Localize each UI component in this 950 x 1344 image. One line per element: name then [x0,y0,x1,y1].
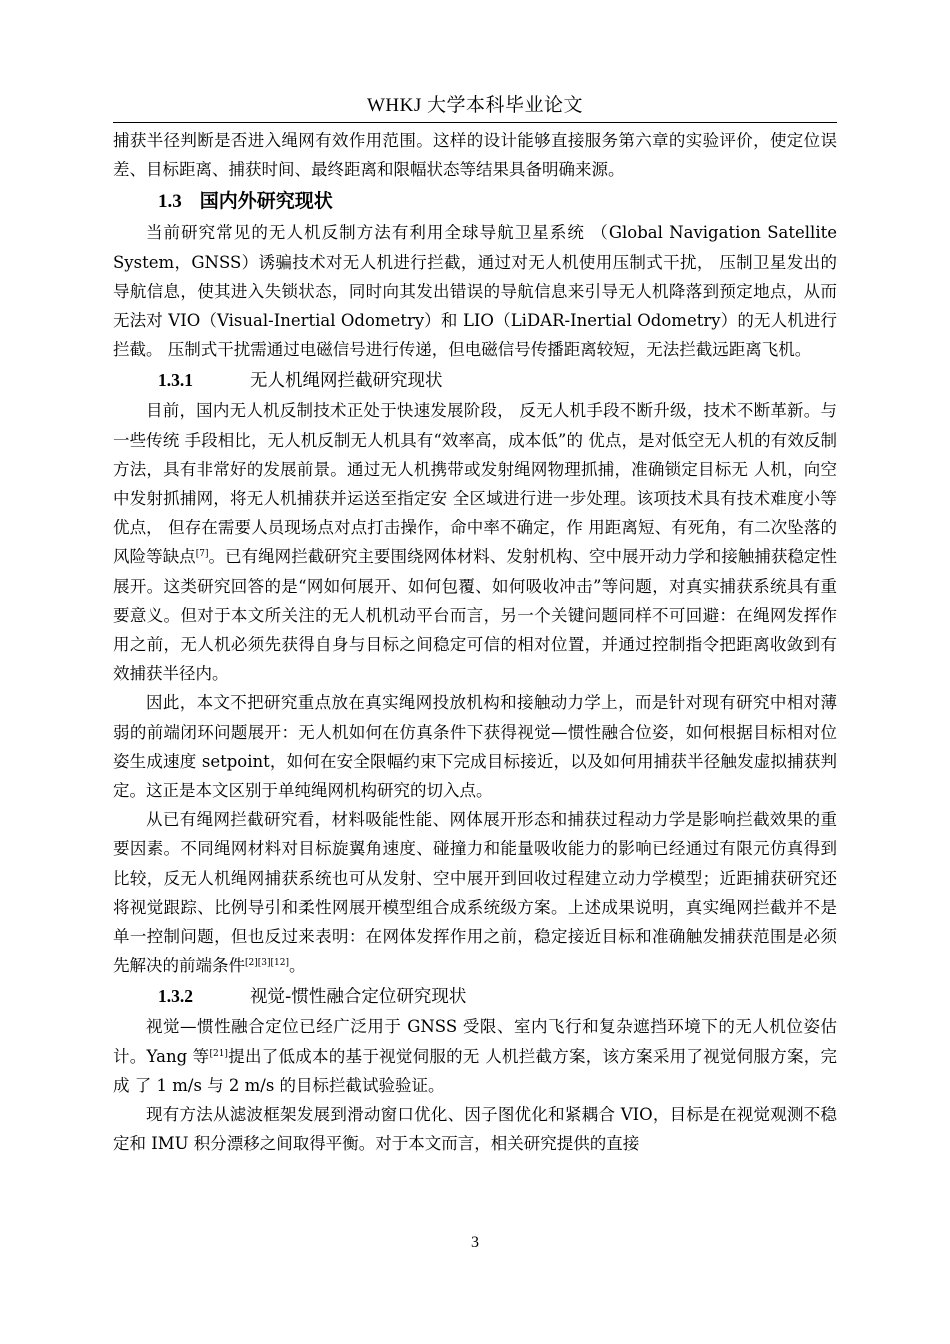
citation: [2][3][12] [245,958,289,969]
header-rule [113,122,837,123]
paragraph-text: 。已有绳网拦截研究主要围绕网体材料、发射机构、空中展开动力学和接触捕获稳定性展开。这类研究回答的是“网如何展开、如何包覆、如何吸收冲击”等问题，对真实捕获系统具有重要意义。但对于本文所关注的无人机机动平台而言，另一个关键问题同样不可回避：在绳网发挥作用之前，无人机必须先获得自身与目标之间稳定可信的相对位置，并通过控制指令把距离收敛到有效捕获半径内。 [113,547,838,684]
subsection-heading-1-3-1 [113,366,837,396]
citation: [7] [195,549,209,560]
subsection-number: 1.3.1 [158,370,193,391]
section-number: 1.3 [158,191,182,213]
section-heading-1-3 [113,186,837,217]
paragraph-text: 。 [288,956,306,976]
paragraph: 因此，本文不把研究重点放在真实绳网投放机构和接触动力学上，而是针对现有研究中相对薄弱的前端闭环问题展开：无人机如何在仿真条件下获得视觉—惯性融合位姿，如何根据目标相对位姿生成速度 setpoint，如何在安全限幅约束下完成目标接近，以及如何用捕获半径触发虚拟捕获判定。这正是本文区别于单纯绳网机构研究的切入点。 [113,693,837,801]
page-number: 3 [471,1234,479,1251]
subsection-heading-1-3-2 [113,982,837,1012]
paragraph [113,805,837,980]
paragraph-text: 提出了低成本的基于视觉伺服的无 人机拦截方案，该方案采用了视觉伺服方案，完成 了 1 m/s 与 2 m/s 的目标拦截试验验证。 [113,1046,837,1095]
paragraph-text: 视觉—惯性融合定位已经广泛用于 GNSS 受限、室内飞行和复杂遮挡环境下的无人机位姿估计。Yang 等 [113,1017,837,1066]
paragraph-continued: 捕获半径判断是否进入绳网有效作用范围。这样的设计能够直接服务第六章的实验评价，使定位误差、目标距离、捕获时间、最终距离和限幅状态等结果具备明确来源。 [113,131,837,180]
paragraph-text: 目前，国内无人机反制技术正处于快速发展阶段， 反无人机手段不断升级，技术不断革新。与一些传统 手段相比，无人机反制无人机具有“效率高，成本低”的 优点，是对低空无人机的有效反制方法，具有非常好的发展前景。通过无人机携带或发射绳网物理抓捕，准确锁定目标无 人机，向空中发射抓捕网，将无人机捕获并运送至指定安 全区域进行进一步处理。该项技术具有技术难度小等优点， 但存在需要人员现场点对点打击操作，命中率不确定，作 用距离短、有死角，有二次坠落的风险等缺点 [113,401,837,567]
paragraph: 现有方法从滤波框架发展到滑动窗口优化、因子图优化和紧耦合 VIO，目标是在视觉观测不稳定和 IMU 积分漂移之间取得平衡。对于本文而言，相关研究提供的直接 [113,1105,837,1154]
subsection-title: 视觉-惯性融合定位研究现状 [250,987,467,1008]
citation: [21] [209,1048,228,1059]
paragraph-text: 从已有绳网拦截研究看，材料吸能性能、网体展开形态和捕获过程动力学是影响拦截效果的重要因素。不同绳网材料对目标旋翼角速度、碰撞力和能量吸收能力的影响已经通过有限元仿真得到比较，反无人机绳网捕获系统也可从发射、空中展开到回收过程建立动力学模型；近距捕获研究还将视觉跟踪、比例导引和柔性网展开模型组合成系统级方案。上述成果说明，真实绳网拦截并不是单一控制问题，但也反过来表明：在网体发挥作用之前，稳定接近目标和准确触发捕获范围是必须先解决的前端条件 [113,810,837,976]
section-title: 国内外研究现状 [199,190,333,213]
paragraph [113,1012,837,1100]
paragraph: 当前研究常见的无人机反制方法有利用全球导航卫星系统 （Global Navigation Satellite System，GNSS）诱骗技术对无人机进行拦截，通过对无人机使用压制式干扰， 压制卫星发出的导航信息，使其进入失锁状态，同时向其发出错误的导航信息来引导无人机降落到预定地点，从而无法对 VIO（Visual-Inertial Odometry）和 LIO（LiDAR-Inertial Odometry）的无人机进行拦截。 压制式干扰需通过电磁信号进行传递，但电磁信号传播距离较短，无法拦截远距离飞机。 [113,223,837,360]
paragraph [113,396,837,688]
subsection-title: 无人机绳网拦截研究现状 [250,371,443,392]
running-header: WHKJ 大学本科毕业论文 [366,95,584,116]
subsection-number: 1.3.2 [158,986,193,1007]
body-text [113,126,837,1159]
